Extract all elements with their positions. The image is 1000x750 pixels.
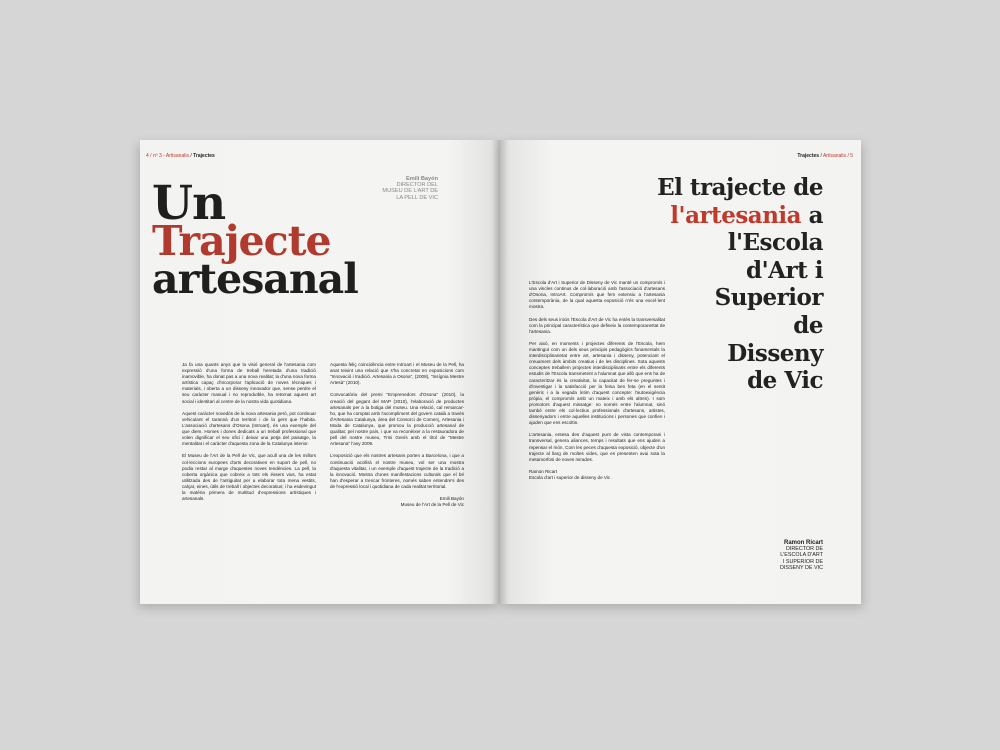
right-headline [657,174,823,395]
signature-name: Emili Bayón [439,496,464,502]
left-folio: 4 [146,153,149,159]
headline-line [657,202,823,230]
magazine-spread [140,140,861,604]
right-column [529,280,665,481]
headline-line-3: artesanal [152,255,358,303]
left-column-1 [182,362,316,508]
byline-role-line: DIRECTOR DE [785,546,823,553]
right-running-head: Trajectes / Artisanalis / 5 [797,153,853,159]
right-signature [529,469,665,481]
headline-line-1: Un [152,176,226,231]
byline-name: Ramon Ricart [783,540,823,546]
left-running-title: Trajectes [193,153,215,159]
paragraph: Aquest caràcter novedós de la nova artesania però, pot continuar vehiculant el tarannà d'un territori i de la gent que l'habita. L'associació d'artesans d'Osona (Introart), és una exemple del que diem. Homes i dones dedicats a un treball professional que volen dignificar el seu ofici i deixar una petja del paisatge, la mentalitat i el caràcter d'aquesta zona de la Catalunya interior. [182,410,316,447]
signature-role: Escola d'art i superior de disseny de Vic [529,475,611,480]
paragraph: El Museu de l'Art de la Pell de Vic, que acull una de les millors col·leccions europees d'arts decoratives en suport de pell, no podia restar al marge d'aquestes noves tendències. La pell, la coberta orgànica que cobreix a tots els éssers vius, ha estat utilitzada des de l'antiguitat per a elaborar tota mena vestits, calçat, eines, útils de treball i objectes decoratius; i ha esdevingut la matèria primera de multitud d'expressions artístiques i artesanals. [182,453,316,502]
byline-role-line: I SUPERIOR DE [782,558,823,565]
headline-line: Superior [714,284,823,312]
paragraph: L'artesania, entesa des d'aquest punt de vista contemporani i transversal, genera aliances, temps i resultats que ens ajuden a repensar el món. Com les peces d'aquesta exposició, objecte d'un trajecte al llarg de moltes vides, que es presenten avui sota la metamorfosi de noves mirades. [529,432,665,462]
byline-role-line: MUSEU DE L'ART DE [382,188,438,195]
signature-role: Museu de l'Art de la Pell de Vic [400,502,464,508]
signature-name: Ramon Ricart [529,468,558,474]
paragraph: Des dels seus inicis l'Escola d'Art de Vic ha entès la transversalitat com la principal característica que defineix la contemporaneïtat de l'artesania. [529,316,665,334]
left-column-2 [330,362,464,508]
headline-line: Disseny [727,339,823,367]
byline-role-line: DISSENY DE VIC [779,564,823,571]
headline-line: de [793,311,823,339]
right-byline [780,540,823,571]
byline-name: Emili Bayón [405,176,438,182]
paragraph: Per això, en moments i projectes diferents de l'Escola, hem mantingut com un dels seus principis pedagògics fonamentals la interdisciplinarietat entre art, artesania i disseny, potenciant el creuament dels àmbits creatius i de les disciplines. Sota aquests conceptes treballem projectes interdisciplinaris entre els diferents estudis de l'Escola transmetent a l'alumnat que allò que ens ha de caracteritzar és la creativitat, la capacitat de fer-se preguntes i d'investigar i la satisfacció per la feina ben feta (en el sentit genèric i a la vegada íntim d'aquest concepte: l'autoexigència pròpia, el compromís amb un mateix i amb els altres). I som promotors d'aquest missatge: no només entre l'alumnat, sinó també entre els col·lectius professionals d'artesans, artistes, dissenyadors i entre aquelles institucions i persones que confien i ajuden que ens escoltin. [529,340,665,426]
left-page [140,140,500,604]
paragraph: Ja fa una quants anys que la visió general de l'artesania com expressió d'una forma de treball heretada d'una tradició inamovible, ha donat pas a una nova realitat; la d'una nova forma artística capaç d'incorporar l'aplicació de noves tècniques i materials, i oberta a un disseny innovador que, sense perdre el seu caràcter manual i no reproduïble, ha retornat aquest art social i identitari al centre de la nostra vida quotidiana. [182,362,316,404]
byline-role-line: LA PELL DE VIC [396,194,438,201]
headline-line: l'Escola [727,229,823,257]
headline-line: El trajecte de [657,174,823,201]
byline-role-line: L'ESCOLA D'ART [780,552,823,559]
right-folio: 5 [850,153,853,159]
left-signature [330,496,464,508]
byline-role-line: DIRECTOR DEL [396,182,438,189]
right-section: Artisanalis [822,153,847,159]
paragraph: Convocatòria del premi "Emprenedors d'Osona" (2010), la creació del gegant del MAP (2010), l'elaboració de productes artesanals per a la botiga del museu. Una relació, cal remarcar-ho, que ha comptat amb l'acompliment del govern català a través d'Artesania Catalunya, àrea del Consorci de Comerç, Artesania i Moda de Catalunya, que promou la producció artesanal de qualitat; pel nostre país, i que va reconèixer a la restauradora de pell del nostre museu, Trini Genís amb el títol de "Mestre Artesana" l'any 2009. [330,392,464,447]
left-byline [382,176,438,201]
headline-line: d'Art i [746,256,823,284]
headline-rest: a [801,201,823,229]
paragraph: Aquesta feliç coincidència entre Introart i el Museu de la Pell, ha anat teixint una relació que s'ha concretat en exposicions com "Innovació i tradició. Artesania a Osona", (2008), "Insígnia Mestre Artesà" (2010). [330,362,464,386]
spine-shadow [492,140,508,604]
paragraph: L'Escola d'Art i Superior de Disseny de Vic manté un compromís i una vincles continus de col·laboració amb l'associació d'artesans d'Osona, IntroArt. Compromís que fem extensiu a l'artesania contemporània, de la qual aquesta exposició n'és una excel·lent mostra. [529,280,665,310]
left-issue: nº 3 [152,153,162,159]
headline-line-2: Trajecte [152,217,331,265]
headline-highlight: l'artesania [670,201,802,229]
left-running-head: 4 / nº 3 - Artisanalis / Trajectes [146,153,215,159]
headline-line: de Vic [747,367,823,395]
right-page [500,140,861,604]
right-running-title: Trajectes [797,153,820,159]
paragraph: L'exposició que els nostres artesans porten a Barcelona, i que a continuació acollirà el nostre museu, vol ser una mostra d'aquesta vitalitat, i un exemple d'aquest trajecte de la tradició a la innovació. Mostra d'unes manifestacions culturals que el bé han d'esperar a trencar fronteres, només saben entendre's des de l'expressió local i quotidiana de cada realitat territorial. [330,453,464,489]
left-section: Artisanalis [165,153,189,159]
